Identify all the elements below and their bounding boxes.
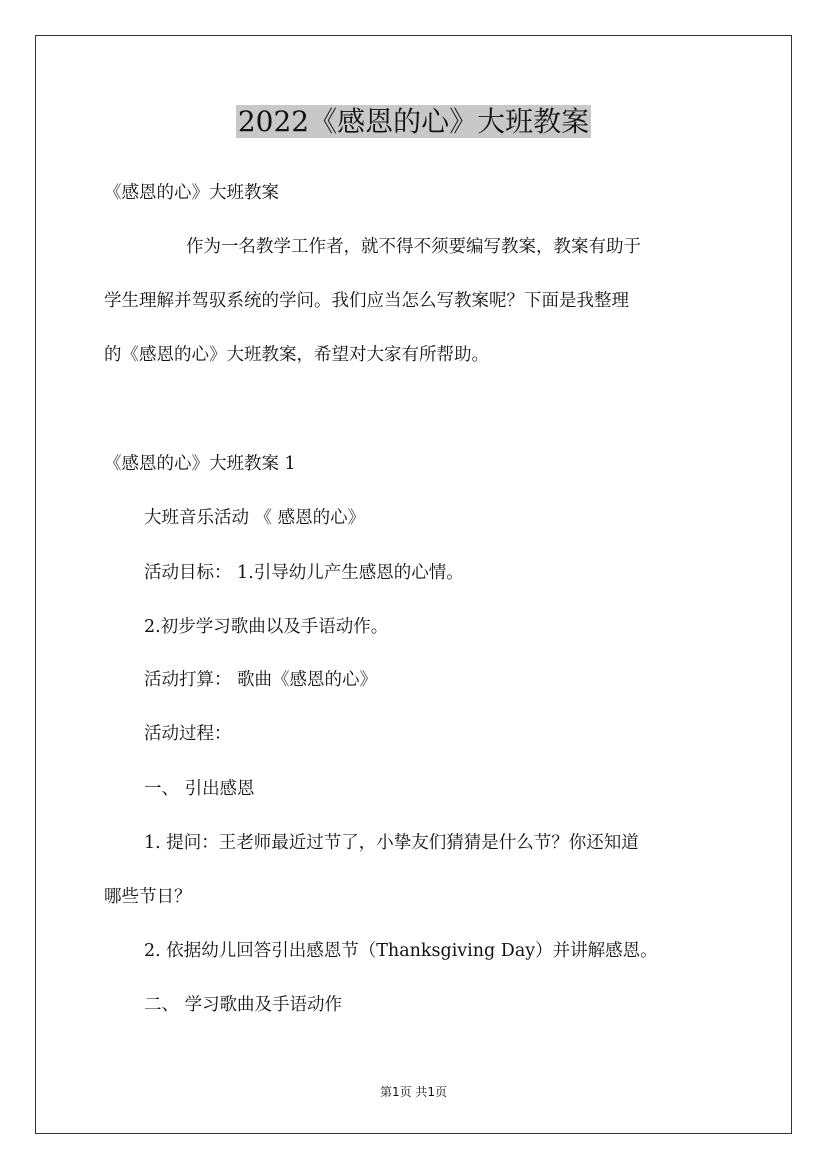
intro-line-1: 作为一名教学工作者，就不得不须要编写教案，教案有助于 <box>186 237 641 257</box>
body-line: 大班音乐活动 《 感恩的心》 <box>144 508 366 528</box>
body-line: 二、 学习歌曲及手语动作 <box>144 995 343 1015</box>
intro-line-2: 学生理解并驾驭系统的学问。我们应当怎么写教案呢？下面是我整理 <box>104 291 629 311</box>
page-footer: 第1页 共1页 <box>379 1085 448 1099</box>
body-line: 活动过程： <box>144 724 232 744</box>
body-line: 2. 依据幼儿回答引出感恩节（Thanksgiving Day）并讲解感恩。 <box>144 941 658 961</box>
body-line: 1. 提问：王老师最近过节了，小挚友们猜猜是什么节？你还知道 <box>144 833 639 853</box>
body-line: 2.初步学习歌曲以及手语动作。 <box>144 617 389 637</box>
section-heading: 《感恩的心》大班教案 1 <box>104 454 296 474</box>
intro-line-3: 的《感恩的心》大班教案，希望对大家有所帮助。 <box>104 345 489 365</box>
body-line: 活动打算： 歌曲《感恩的心》 <box>144 670 378 690</box>
body-line: 一、 引出感恩 <box>144 779 255 799</box>
document-subtitle: 《感恩的心》大班教案 <box>104 183 279 203</box>
body-line: 活动目标： 1.引导幼儿产生感恩的心情。 <box>144 563 464 583</box>
body-line: 哪些节日？ <box>104 887 192 907</box>
document-title-text: 2022《感恩的心》大班教案 <box>237 105 590 138</box>
document-title <box>0 100 827 144</box>
